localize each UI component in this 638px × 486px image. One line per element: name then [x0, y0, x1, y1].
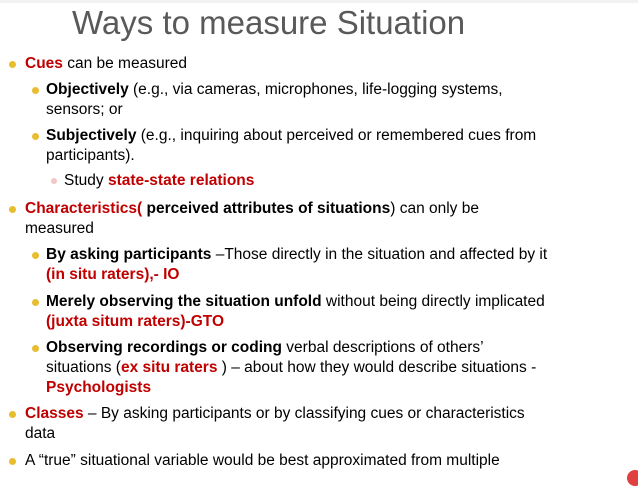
subjectively-text: (e.g., inquiring about perceived or remembered cues from — [136, 127, 537, 144]
bullet-icon — [9, 206, 16, 213]
objectively-text: (e.g., via cameras, microphones, life-logging systems, — [128, 81, 503, 98]
asking-keyword: By asking participants — [46, 246, 212, 263]
bullet-icon — [32, 299, 39, 306]
juxta-situm-label: (juxta situm raters)-GTO — [46, 313, 225, 330]
characteristics-line2: measured — [25, 220, 94, 237]
asking-text: –Those directly in the situation and affected by it — [211, 246, 548, 263]
bullet-icon — [9, 458, 16, 465]
ex-situ-keyword: ex situ raters — [120, 359, 218, 376]
classes-keyword: Classes — [25, 405, 84, 422]
bullet-subjectively — [46, 126, 536, 146]
characteristics-bold: perceived attributes of situations — [142, 200, 391, 217]
bullet-icon — [32, 87, 39, 94]
recordings-pre: situations ( — [46, 359, 121, 376]
slide-number-dot — [627, 470, 638, 486]
bullet-objectively — [46, 80, 503, 100]
bullet-icon — [9, 61, 16, 68]
bullet-classes — [25, 404, 525, 424]
bullet-characteristics — [25, 199, 479, 219]
bullet-study — [64, 171, 254, 191]
bullet-observing — [46, 292, 545, 312]
characteristics-text: ) can only be — [390, 200, 479, 217]
sub-bullet-icon — [51, 178, 57, 184]
state-state-keyword: state-state relations — [107, 172, 255, 189]
bullet-recordings — [46, 338, 484, 358]
subjectively-keyword: Subjectively — [46, 127, 137, 144]
bullet-cues — [25, 54, 187, 74]
bullet-true-variable: A “true” situational variable would be best approximated from multiple — [25, 452, 500, 469]
recordings-rest: ) – about how they would describe situations - — [217, 359, 537, 376]
bullet-icon — [32, 252, 39, 259]
bullet-icon — [32, 345, 39, 352]
cues-text: can be measured — [62, 55, 187, 72]
observing-text: without being directly implicated — [321, 293, 545, 310]
bullet-icon — [9, 411, 16, 418]
cues-keyword: Cues — [25, 55, 63, 72]
classes-line2: data — [25, 425, 56, 442]
study-text: Study — [64, 172, 108, 189]
top-bar — [0, 0, 638, 3]
in-situ-label: (in situ raters),- IO — [46, 266, 180, 283]
slide-title: Ways to measure Situation — [72, 4, 466, 41]
objectively-keyword: Objectively — [46, 81, 129, 98]
bullet-asking — [46, 245, 547, 265]
subjectively-line2: participants). — [46, 147, 135, 164]
bullet-icon — [32, 133, 39, 140]
recordings-text: verbal descriptions of others’ — [281, 339, 484, 356]
psychologists-label: Psychologists — [46, 379, 152, 396]
recordings-line2 — [46, 358, 536, 378]
observing-keyword: Merely observing the situation unfold — [46, 293, 322, 310]
objectively-line2: sensors; or — [46, 101, 123, 118]
classes-text: – By asking participants or by classifying cues or characteristics — [83, 405, 525, 422]
characteristics-keyword: Characteristics( — [25, 200, 143, 217]
recordings-keyword: Observing recordings or coding — [46, 339, 282, 356]
